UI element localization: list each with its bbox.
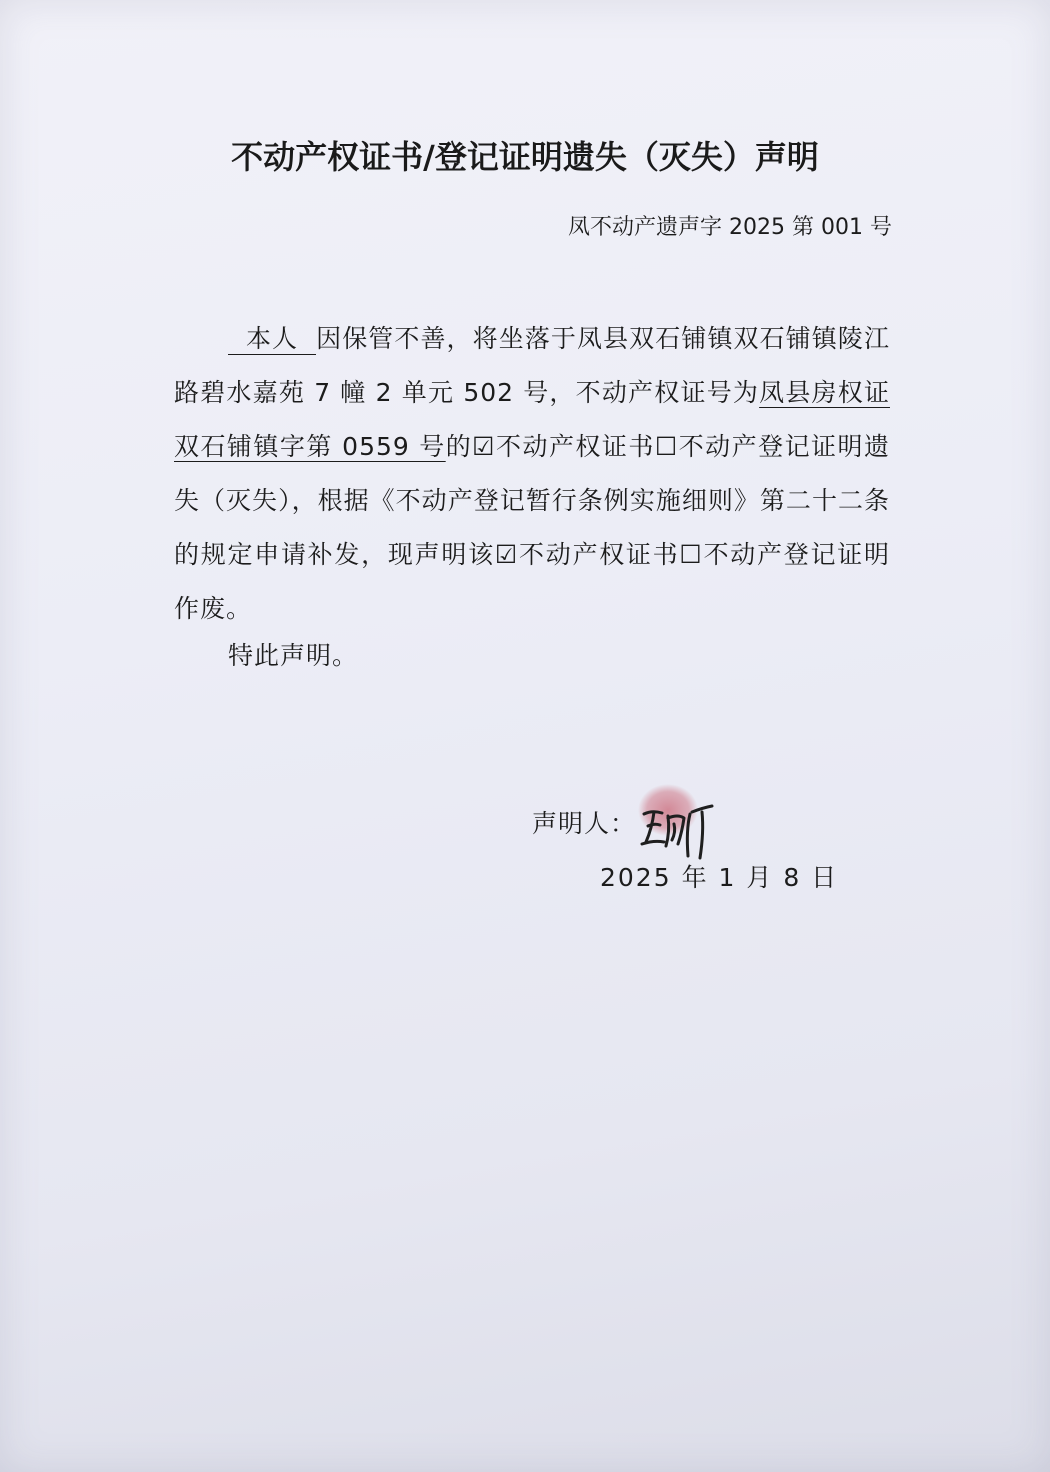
unchecked-box-icon: ☐ [654,432,679,461]
body-part-4: 作废。 [174,594,253,623]
signature-seal-icon [628,780,738,870]
declaration-body [174,312,890,636]
option-certificate-label: 不动产权证书 [495,432,655,461]
closing-statement: 特此声明。 [228,641,359,670]
body-part-3: 遗失（灭失），根据《不动产登记暂行条例实施细则》第二十二条的规定申请补发，现声明该 [174,432,890,569]
declaration-date: 2025 年 1 月 8 日 [600,863,839,892]
checked-box-icon: ☑ [472,432,496,461]
document-number: 凤不动产遗声字 2025 第 001 号 [568,215,892,240]
document-title: 不动产权证书/登记证明遗失（灭失）声明 [231,138,819,176]
option-proof-label: 不动产登记证明 [678,432,864,461]
option-certificate-label-2: 不动产权证书 [518,540,680,569]
body-part-1: 因保管不善，将坐落于凤县双石铺镇双石铺镇陵江路碧水嘉苑 7 幢 2 单元 502 号，不动产权证号为 [174,324,890,407]
checked-box-icon-2: ☑ [494,540,519,569]
body-part-2: 的 [445,432,473,461]
declarant-field: 本人 [228,324,316,355]
option-proof-label-2: 不动产登记证明 [702,540,890,569]
signer-label: 声明人： [532,809,637,838]
unchecked-box-icon-2: ☐ [679,540,703,569]
certificate-number: 凤县房权证双石铺镇字第 0559 号 [174,378,890,461]
